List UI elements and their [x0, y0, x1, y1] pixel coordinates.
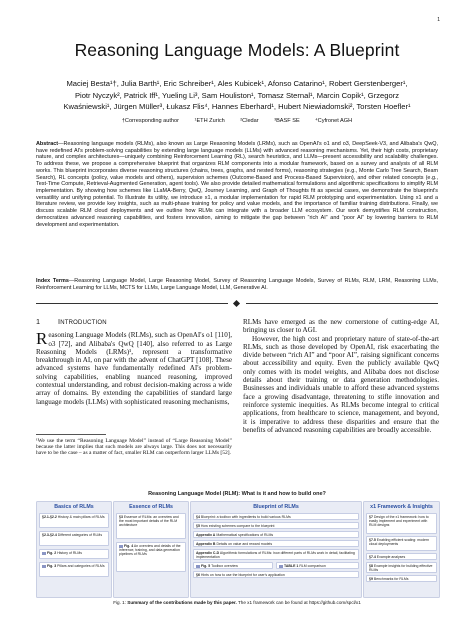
affiliation: ³BASF SE: [274, 118, 300, 124]
paper-title: Reasoning Language Models: A Blueprint: [74, 40, 400, 60]
figure-box: Fig. 2 History of RLMs: [39, 549, 109, 559]
figure-column-x1: [363, 501, 440, 598]
figure-1: [36, 493, 438, 597]
figure-box: §7.4 Example analyses: [366, 553, 437, 560]
figure-box: §4 Blueprint: a toolbox with ingredients to build various RLMs: [193, 513, 359, 520]
figure-column-basics: [36, 501, 112, 598]
left-column: [36, 318, 232, 406]
footnote-rule: [36, 434, 106, 435]
abstract-label: Abstract: [36, 141, 59, 147]
drop-cap: R: [36, 329, 48, 349]
figure-icon: [196, 565, 200, 568]
figure-box: §7 Design of the x1 framework: how to easily implement and experiment with RLM designs: [366, 513, 437, 534]
figure-box: §6 Hints on how to use the blueprint for user's application: [193, 571, 359, 578]
intro-paragraph: RLMs have emerged as the new cornerstone of cutting-edge AI, bringing us closer to AGI.: [243, 318, 439, 335]
intro-paragraph: However, the high cost and proprietary nature of state-of-the-art RLMs, such as those developed by OpenAI, risk exacerbating the divide between “rich AI” and “poor AI”, raising significant concerns about accessibility and equity. Even the publicly available QwQ only comes with its model weights, and Alibaba does not disclose details about their training or data generation methodologies. Businesses and individuals unable to afford these advanced systems face a growing disadvantage, threatening to stifle innovation and reinforce systemic inequities. As RLMs become integral to critical applications, from healthcare to science, management, and beyond, it is imperative to address these disparities and ensure that the benefits of advanced reasoning capabilities are broadly accessible.: [243, 334, 439, 434]
figure-column-title: Basics of RLMs: [54, 503, 94, 510]
abstract: [36, 141, 438, 228]
affiliation: ¹ETH Zurich: [194, 118, 225, 124]
affiliation: ⁴Cyfronet AGH: [315, 118, 353, 124]
affiliation: ²Cledar: [240, 118, 259, 124]
page-number: 1: [437, 17, 440, 23]
figure-box: §3 Essence of RLMs: an overview and the most important details of the RLM architecture: [116, 513, 186, 539]
author-line: Maciej Besta¹†, Julia Barth¹, Eric Schreiber¹, Ales Kubicek¹, Afonso Catarino¹, Robert Gerstenberger¹,: [66, 79, 408, 88]
footnote: ¹We use the term “Reasoning Language Model” instead of “Large Reasoning Model” because the latter implies that such models are always large. This does not necessarily have to be the case – as a matter of fact, smaller RLM can outperform larger LLMs [52].: [36, 438, 232, 457]
table-icon: [279, 565, 283, 568]
figure-box: §7.5 Enabling efficient scaling: modern cloud deployments: [366, 536, 437, 551]
figure-box: §2.3-§2.4 Different categories of RLMs: [39, 531, 109, 546]
right-column: [243, 318, 439, 434]
divider-diamond-icon: [233, 299, 240, 306]
index-terms-text: —Reasoning Language Model, Large Reasoning Model, Survey of Reasoning Language Models, Survey of RLMs, RLM, LRM, Reasoning LLMs, Reinforcement Learning for LLMs, MCTS for LLMs, Large Language Model, LLM, Generative AI.: [36, 278, 438, 291]
author-line: Piotr Nyczyk², Patrick Iff¹, Yueling Li³, Sam Houliston¹, Tomasz Sternal¹, Marcin Copik¹, Grzegorz: [74, 90, 400, 100]
index-terms: [36, 278, 438, 291]
section-number: 1: [36, 317, 41, 326]
figure-box: TABLE 1 RLM comparison: [276, 562, 359, 569]
figure-column-title: Blueprint of RLMs: [253, 503, 299, 510]
section-title-rest: NTRODUCTION: [60, 320, 107, 326]
affiliation: †Corresponding author: [121, 118, 180, 124]
intro-text: easoning Language Models (RLMs), such as OpenAI's o1 [110], o3 [72], and Alibaba's QwQ [140], also referred to as Large Reasoning Models (LRMs)¹, represent a transformative breakthrough in AI, on par with the advent of ChatGPT [108]. These advanced systems have fundamentally redefined AI's problem-solving capabilities, enabling nuanced reasoning, improved contextual understanding, and robust decision-making across a wide array of domains. By extending the capabilities of standard large language models (LLMs) with sophisticated reasoning mechanisms,: [36, 331, 232, 406]
intro-paragraph: [36, 331, 232, 406]
figure-box: §5 How existing schemes compare to the blueprint: [193, 522, 359, 529]
author-list: [40, 78, 434, 113]
figure-column-essence: [113, 501, 189, 598]
figure-column-title: x1 Framework & Insights: [370, 503, 433, 510]
section-heading: [36, 318, 232, 327]
section-title-initial: I: [58, 317, 61, 326]
figure-box: §2.1-§2.2 History & main pillars of RLMs: [39, 513, 109, 528]
figure-heading: Reasoning Language Model (RLM): What is it and how to build one?: [148, 491, 326, 497]
caption-prefix: Fig. 1:: [113, 600, 126, 605]
figure-box: Appendix C-D Algorithmic formulations of RLMs: how different parts of RLMs work in detail, facilitating implementation: [193, 549, 359, 560]
figure-icon: [42, 565, 46, 568]
figure-box: Appendix B Details on value and reward models: [193, 540, 359, 547]
figure-caption: [36, 600, 438, 605]
figure-column-title: Essence of RLMs: [129, 503, 173, 510]
figure-box: §8 Example insights for building effective RLMs: [366, 562, 437, 573]
figure-box: Fig. 5 Toolbox overview: [193, 562, 273, 569]
figure-box: §9 Benchmarks for RLMs: [366, 575, 437, 582]
section-divider: [36, 299, 438, 307]
abstract-text: —Reasoning language models (RLMs), also known as Large Reasoning Models (LRMs), such as OpenAI's o1 and o3, DeepSeek-V3, and Alibaba's QwQ, have redefined AI's problem-solving capabilities by extending large language models (LLMs) with advanced reasoning mechanisms. Yet, their high costs, proprietary nature, and complex architectures—uniquely combining Reinforcement Learning (RL), search heuristics, and LLMs—present accessibility and scalability challenges. To address these, we propose a comprehensive blueprint that organizes RLM components into a modular framework, based on a survey and analysis of all RLM works. This blueprint incorporates diverse reasoning structures (chains, trees, graphs, and nested forms), reasoning strategies (e.g., Monte Carlo Tree Search, Beam Search), RL concepts (policy, value models and others), supervision schemes (Outcome-Based and Process-Based Supervision), and other related concepts (e.g., Test-Time Compute, Retrieval-Augmented Generation, agent tools). We also provide detailed mathematical formulations and algorithmic specifications to simplify RLM implementation. By showing how schemes like LLaMA-Berry, QwQ, Journey Learning, and Graph of Thoughts fit as special cases, we demonstrate the blueprint's versatility and unifying potential. To illustrate its utility, we introduce x1, a modular implementation for rapid RLM prototyping and experimentation. Using x1 and a literature review, we provide key insights, such as multi-phase training for policy and value models, and the importance of familiar training distributions. Finally, we discuss scalable RLM cloud deployments and we outline how RLMs can integrate with a broader LLM ecosystem. Our work demystifies RLM construction, democratizes advanced reasoning capabilities, and fosters innovation, aiming to mitigate the gap between “rich AI” and “poor AI” by lowering barriers to RLM development and experimentation.: [36, 141, 438, 228]
caption-rest: The x1 framework can be found at https://github.com/spcl/x1: [237, 600, 361, 605]
figure-box: Appendix A Mathematical specifications of RLMs: [193, 531, 359, 538]
figure-box: Fig. 3 Pillars and categories of RLMs: [39, 562, 109, 577]
caption-bold: Summary of the contributions made by this paper.: [127, 600, 237, 605]
index-terms-label: Index Terms: [36, 278, 69, 284]
affiliation-list: [40, 116, 434, 128]
figure-box: Fig. 4 An overview and details of the inference, training, and data generation pipelines of RLMs: [116, 542, 186, 572]
author-line: Kwaśniewski¹, Jürgen Müller³, Łukasz Flis⁴, Hannes Eberhard¹, Hubert Niewiadomski², Torsten Hoefler¹: [63, 102, 411, 111]
figure-icon: [42, 552, 46, 555]
figure-column-blueprint: [190, 501, 362, 598]
